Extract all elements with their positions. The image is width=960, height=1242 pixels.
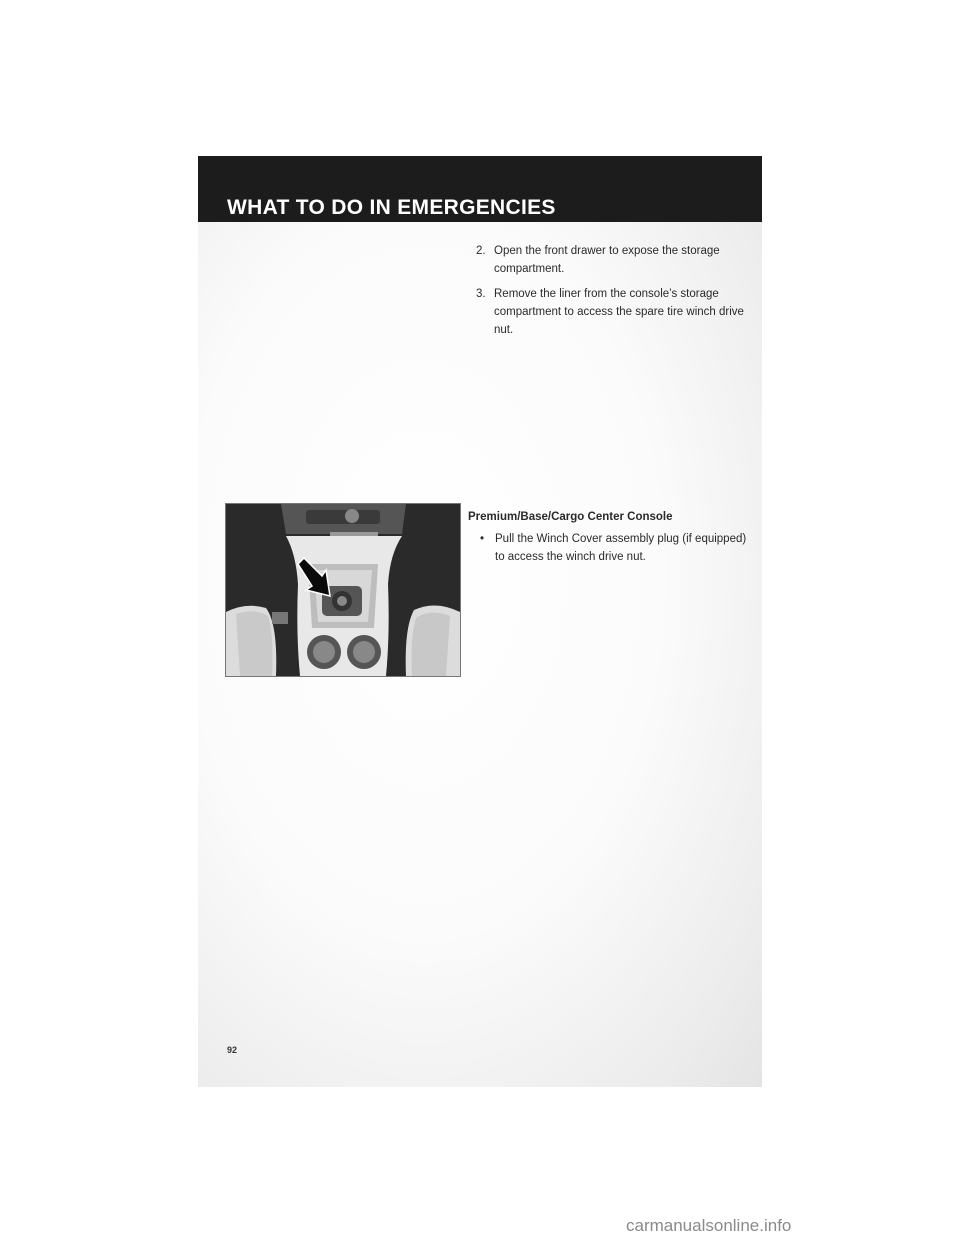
watermark-link[interactable]: carmanualsonline.info bbox=[626, 1216, 792, 1235]
step-number: 3. bbox=[476, 288, 486, 300]
step-list bbox=[462, 242, 752, 346]
bullet-item bbox=[468, 530, 753, 566]
step-item bbox=[462, 242, 752, 278]
page-number: 92 bbox=[227, 1045, 238, 1055]
step-text: Open the front drawer to expose the storage compartment. bbox=[494, 245, 720, 275]
bullet-text: Pull the Winch Cover assembly plug (if equipped) to access the winch drive nut. bbox=[495, 533, 747, 563]
step-item bbox=[462, 285, 752, 339]
header-title: WHAT TO DO IN EMERGENCIES bbox=[227, 196, 556, 219]
step-number: 2. bbox=[476, 245, 486, 257]
console-illustration bbox=[226, 504, 460, 676]
step-text: Remove the liner from the console’s storage compartment to access the spare tire winch drive nut. bbox=[494, 288, 744, 336]
section-title: Premium/Base/Cargo Center Console bbox=[468, 511, 673, 523]
section-header bbox=[198, 156, 762, 222]
manual-page bbox=[198, 156, 762, 1087]
bullet-marker: • bbox=[480, 533, 485, 545]
center-console-photo bbox=[225, 503, 461, 677]
console-section bbox=[468, 508, 753, 566]
